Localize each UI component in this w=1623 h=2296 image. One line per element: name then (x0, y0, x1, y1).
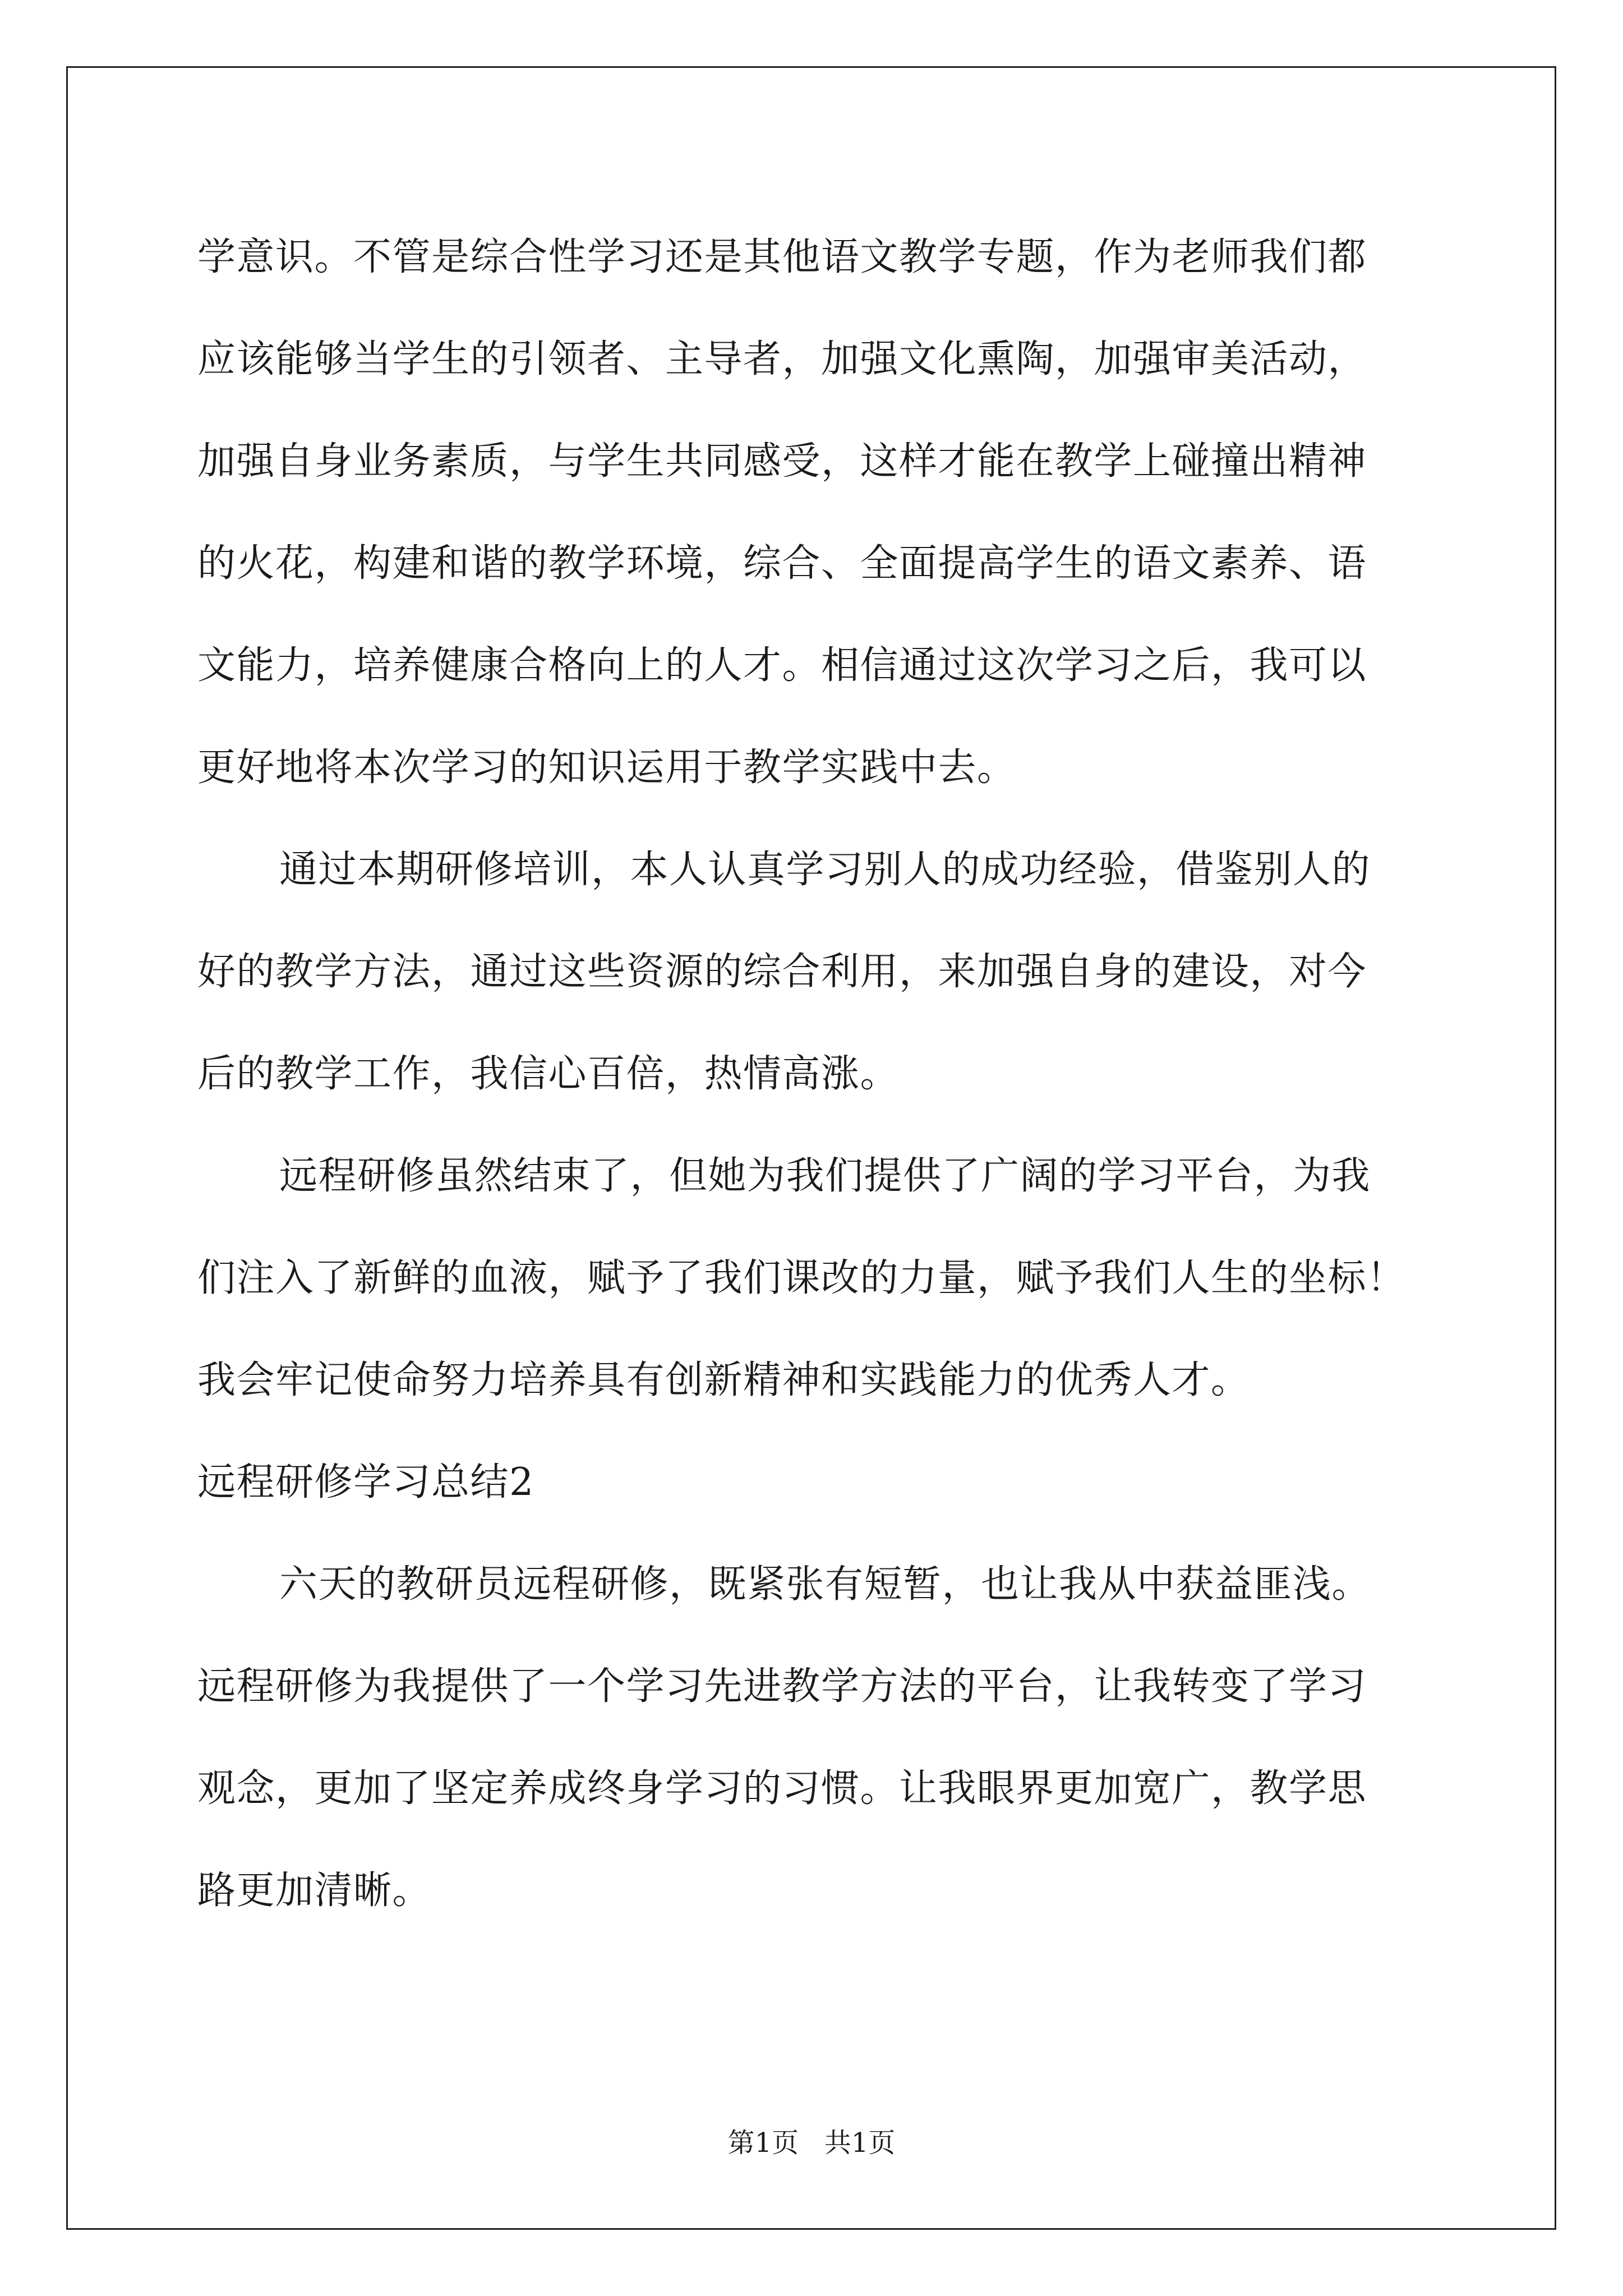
text-line: 远程研修为我提供了一个学习先进教学方法的平台，让我转变了学习 (197, 1664, 1367, 1709)
paragraph-first-line: 通过本期研修培训，本人认真学习别人的成功经验，借鉴别人的 (279, 848, 1371, 892)
text-line: 的火花，构建和谐的教学环境，综合、全面提高学生的语文素养、语 (197, 541, 1367, 586)
paragraph-first-line: 六天的教研员远程研修，既紧张有短暂，也让我从中获益匪浅。 (279, 1562, 1371, 1607)
text-line: 加强自身业务素质，与学生共同感受，这样才能在教学上碰撞出精神 (197, 439, 1367, 484)
text-line: 后的教学工作，我信心百倍，热情高涨。 (197, 1052, 900, 1096)
text-line: 更好地将本次学习的知识运用于教学实践中去。 (197, 746, 1016, 790)
document-body (197, 206, 1434, 1942)
text-line: 们注入了新鲜的血液，赋予了我们课改的力量，赋予我们人生的坐标！ (197, 1256, 1406, 1300)
text-line: 应该能够当学生的引领者、主导者，加强文化熏陶，加强审美活动， (197, 337, 1367, 381)
paragraph-first-line: 远程研修虽然结束了，但她为我们提供了广阔的学习平台，为我 (279, 1154, 1371, 1198)
text-line: 文能力，培养健康合格向上的人才。相信通过这次学习之后，我可以 (197, 643, 1367, 688)
text-line: 学意识。不管是综合性学习还是其他语文教学专题，作为老师我们都 (197, 235, 1367, 279)
page-footer: 第1页 共1页 (727, 2127, 896, 2159)
text-line: 路更加清晰。 (197, 1869, 432, 1913)
text-line: 好的教学方法，通过这些资源的综合利用，来加强自身的建设，对今 (197, 950, 1367, 994)
text-line: 我会牢记使命努力培养具有创新精神和实践能力的优秀人才。 (197, 1358, 1250, 1402)
text-line: 观念，更加了坚定养成终身学习的习惯。让我眼界更加宽广，教学思 (197, 1766, 1367, 1811)
section-heading: 远程研修学习总结2 (197, 1460, 534, 1504)
